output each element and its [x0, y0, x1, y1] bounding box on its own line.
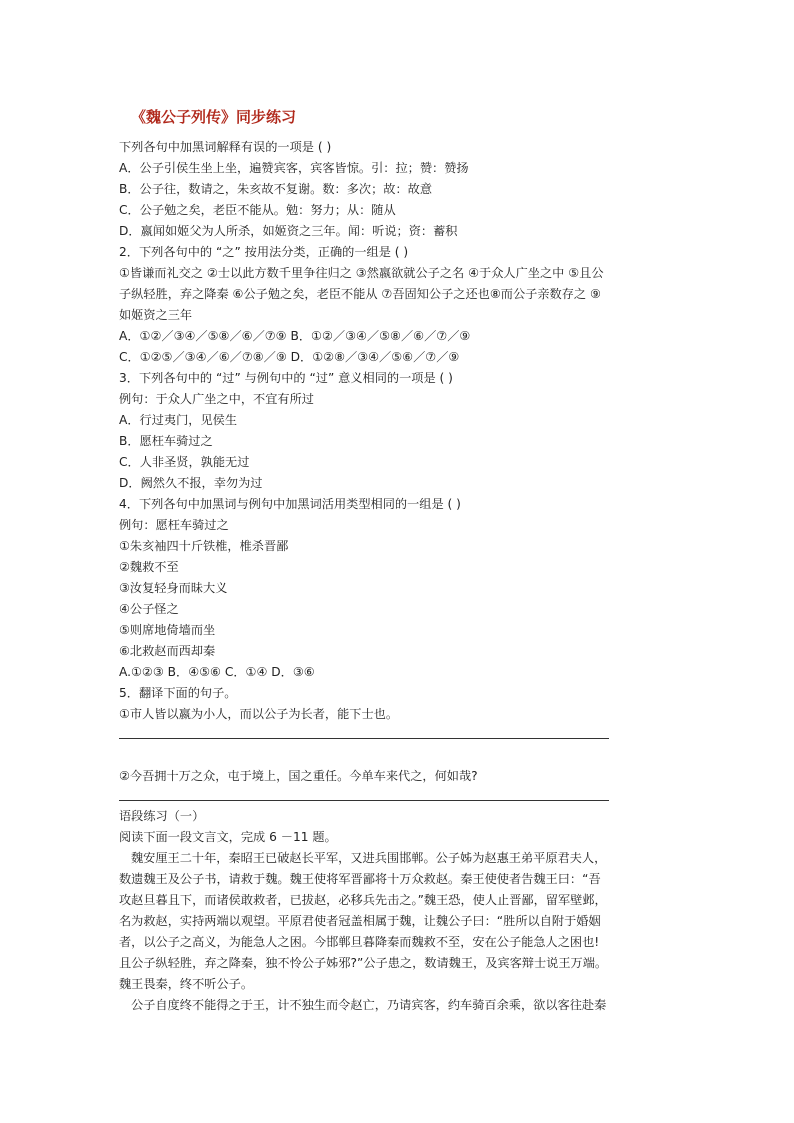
- q4-item-2: ②魏救不至: [119, 560, 179, 574]
- q5-sentence-2: ②今吾拥十万之众，屯于境上，国之重任。今单车来代之，何如哉?: [119, 769, 478, 783]
- q4-item-6: ⑥北救赵而西却秦: [119, 644, 216, 658]
- passage-line-2: 数遗魏王及公子书，请救于魏。魏王使将军晋鄙将十万众救赵。秦王使使者告魏王曰：“吾: [119, 872, 601, 886]
- q4-item-3: ③汝复轻身而昧大义: [119, 581, 228, 595]
- q1-option-c: C．公子勉之矣，老臣不能从。勉：努力；从：随从: [119, 203, 396, 217]
- answer-line-1[interactable]: [119, 738, 609, 739]
- passage-line-7: 魏王畏秦，终不听公子。: [119, 977, 254, 991]
- q4-item-4: ④公子怪之: [119, 602, 179, 616]
- passage-line-3: 攻赵旦暮且下，而诸侯敢救者，已拔赵，必移兵先击之。”魏王恐，使人止晋鄙，留军壁邺，: [119, 893, 607, 907]
- q2-stem: 2．下列各句中的 “之” 按用法分类，正确的一组是 ( ): [119, 245, 409, 259]
- q3-option-c: C．人非圣贤，孰能无过: [119, 455, 250, 469]
- q4-item-1: ①朱亥袖四十斤铁椎，椎杀晋鄙: [119, 539, 289, 553]
- q3-stem: 3．下列各句中的 “过” 与例句中的 “过” 意义相同的一项是 ( ): [119, 371, 453, 385]
- passage-line-4: 名为救赵，实持两端以观望。平原君使者冠盖相属于魏，让魏公子曰：“胜所以自附于婚姻: [119, 914, 601, 928]
- q2-items-line-3: 如姬资之三年: [119, 308, 193, 322]
- q1-option-b: B．公子往，数请之，朱亥故不复谢。数：多次；故：故意: [119, 182, 433, 196]
- q3-option-a: A．行过夷门，见侯生: [119, 413, 238, 427]
- q3-example: 例句：于众人广坐之中，不宜有所过: [119, 392, 314, 406]
- q2-options-cd: C．①②⑤／③④／⑥／⑦⑧／⑨ D．①②⑧／③④／⑤⑥／⑦／⑨: [119, 350, 460, 364]
- passage-instruction: 阅读下面一段文言文，完成 6 －11 题。: [119, 830, 337, 844]
- q5-stem: 5．翻译下面的句子。: [119, 686, 237, 700]
- q3-option-d: D．阙然久不报，幸勿为过: [119, 476, 263, 490]
- passage-line-5: 者，以公子之高义，为能急人之困。今邯郸旦暮降秦而魏救不至，安在公子能急人之困也!: [119, 935, 600, 949]
- q1-option-d: D．嬴闻如姬父为人所杀，如姬资之三年。闻：听说；资：蓄积: [119, 224, 458, 238]
- passage-line-6: 且公子纵轻胜，弃之降秦，独不怜公子姊邪?”公子患之，数请魏王，及宾客辩士说王万端。: [119, 956, 608, 970]
- answer-line-2[interactable]: [119, 800, 609, 801]
- q4-stem: 4．下列各句中加黑词与例句中加黑词活用类型相同的一组是 ( ): [119, 497, 461, 511]
- q1-stem: 下列各句中加黑词解释有误的一项是 ( ): [119, 140, 332, 154]
- q1-option-a: A．公子引侯生坐上坐，遍赞宾客，宾客皆惊。引：拉；赞：赞扬: [119, 161, 469, 175]
- q5-sentence-1: ①市人皆以嬴为小人，而以公子为长者，能下士也。: [119, 707, 399, 721]
- passage-section-heading: 语段练习（一）: [119, 809, 205, 823]
- passage-line-1: 魏安厘王二十年，秦昭王已破赵长平军，又进兵围邯郸。公子姊为赵惠王弟平原君夫人，: [131, 851, 607, 865]
- q3-option-b: B．愿枉车骑过之: [119, 434, 213, 448]
- document-title: 《魏公子列传》同步练习: [131, 108, 297, 126]
- passage-line-8: 公子自度终不能得之于王，计不独生而令赵亡，乃请宾客，约车骑百余乘，欲以客往赴秦: [131, 998, 607, 1012]
- q2-options-ab: A．①②／③④／⑤⑧／⑥／⑦⑨ B．①②／③④／⑤⑧／⑥／⑦／⑨: [119, 329, 471, 343]
- q2-items-line-2: 子纵轻胜，弃之降秦 ⑥公子勉之矣，老臣不能从 ⑦吾固知公子之还也⑧而公子亲数存之 ⑨: [119, 287, 601, 301]
- q4-example: 例句：愿枉车骑过之: [119, 518, 229, 532]
- q4-options: A.①②③ B．④⑤⑥ C．①④ D．③⑥: [119, 665, 315, 679]
- q2-items-line-1: ①皆谦而礼交之 ②士以此方数千里争往归之 ③然嬴欲就公子之名 ④于众人广坐之中 ⑤且公: [119, 266, 604, 280]
- q4-item-5: ⑤则席地倚墙而坐: [119, 623, 216, 637]
